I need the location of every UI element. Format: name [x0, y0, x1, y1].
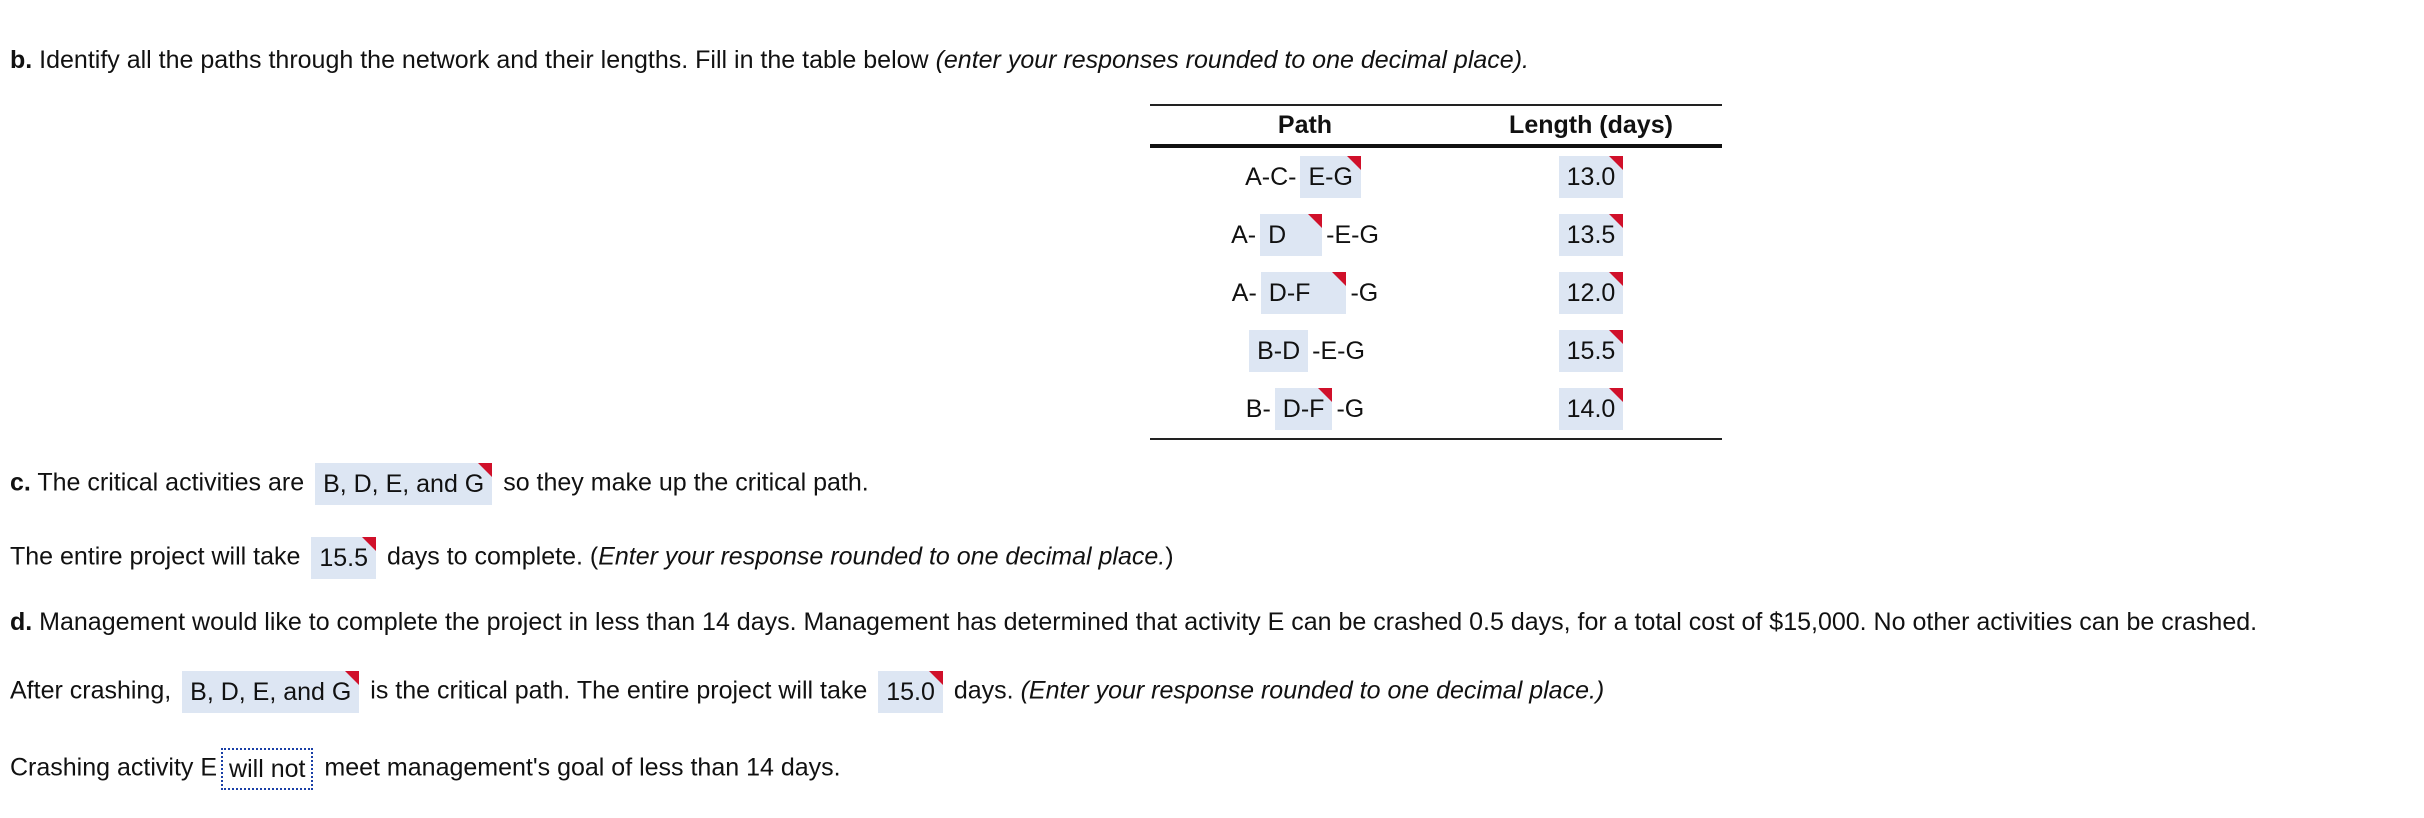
part-c-prompt: [10, 463, 869, 505]
path-cell: [1150, 206, 1460, 264]
length-cell: [1460, 146, 1722, 206]
path-answer-field[interactable]: D-F: [1275, 388, 1333, 430]
path-cell: [1150, 146, 1460, 206]
part-d-label: d.: [10, 608, 33, 636]
after-crash-prompt: [10, 671, 1604, 713]
path-prefix: B-: [1245, 395, 1271, 423]
path-suffix: -G: [1336, 395, 1365, 423]
path-prefix: A-C-: [1245, 163, 1297, 191]
table-row: [1150, 264, 1722, 322]
part-b-text: Identify all the paths through the network and their lengths. Fill in the table below: [39, 46, 929, 74]
path-prefix: A-: [1231, 221, 1257, 249]
part-d-prompt: [10, 604, 2257, 640]
crash-goal-prompt: [10, 748, 841, 790]
project-length-instruction: Enter your response rounded to one decimal place.: [598, 542, 1166, 571]
part-d-text: Management would like to complete the project in less than 14 days. Management has determined that activity E can be crashed 0.5 days, for a total cost of $15,000. No other activities can be crashed.: [39, 608, 2258, 636]
table-row: [1150, 206, 1722, 264]
length-answer-field[interactable]: 14.0: [1559, 388, 1624, 430]
critical-activities-field[interactable]: B, D, E, and G: [315, 463, 492, 505]
path-cell: [1150, 380, 1460, 439]
after-crash-text-before: After crashing,: [10, 676, 172, 705]
project-length-prompt: [10, 537, 1174, 579]
length-cell: [1460, 264, 1722, 322]
path-suffix: -E-G: [1312, 337, 1365, 365]
path-header: Path: [1150, 105, 1460, 146]
path-answer-field[interactable]: B-D: [1249, 330, 1308, 372]
meet-goal-dropdown[interactable]: will not: [221, 748, 313, 790]
path-prefix: A-: [1231, 279, 1257, 307]
path-suffix: -E-G: [1326, 221, 1379, 249]
after-crash-text-middle: is the critical path. The entire project will take: [370, 676, 868, 705]
length-answer-field[interactable]: 12.0: [1559, 272, 1624, 314]
path-cell: [1150, 322, 1460, 380]
path-answer-field[interactable]: D-F: [1261, 272, 1347, 314]
project-length-field[interactable]: 15.5: [311, 537, 376, 579]
after-crash-instruction: (Enter your response rounded to one decimal place.): [1020, 676, 1605, 705]
crash-goal-text-after: meet management's goal of less than 14 days.: [324, 753, 841, 782]
project-length-close: ): [1165, 542, 1174, 571]
part-b-prompt: [10, 42, 1529, 78]
length-answer-field[interactable]: 13.0: [1559, 156, 1624, 198]
length-header: Length (days): [1460, 105, 1722, 146]
table-row: [1150, 322, 1722, 380]
project-length-text-before: The entire project will take: [10, 542, 301, 571]
path-suffix: -G: [1350, 279, 1379, 307]
crash-goal-text-before: Crashing activity E: [10, 753, 218, 782]
path-answer-field[interactable]: E-G: [1300, 156, 1360, 198]
part-c-text-after: so they make up the critical path.: [503, 468, 869, 497]
length-cell: [1460, 380, 1722, 439]
table-row: [1150, 146, 1722, 206]
table-row: [1150, 380, 1722, 439]
part-b-label: b.: [10, 46, 33, 74]
part-c-label: c.: [10, 468, 31, 497]
table-header-row: [1150, 105, 1722, 146]
length-answer-field[interactable]: 15.5: [1559, 330, 1624, 372]
after-crash-text-after: days.: [953, 676, 1014, 705]
critical-path-after-crash-field[interactable]: B, D, E, and G: [182, 671, 359, 713]
length-cell: [1460, 322, 1722, 380]
length-cell: [1460, 206, 1722, 264]
length-answer-field[interactable]: 13.5: [1559, 214, 1624, 256]
paths-table: [1150, 104, 1722, 440]
path-answer-field[interactable]: D: [1260, 214, 1322, 256]
crashed-duration-field[interactable]: 15.0: [878, 671, 943, 713]
part-c-text-before: The critical activities are: [37, 468, 305, 497]
part-b-instruction: (enter your responses rounded to one decimal place).: [935, 46, 1529, 74]
project-length-text-after: days to complete. (: [386, 542, 599, 571]
path-cell: [1150, 264, 1460, 322]
